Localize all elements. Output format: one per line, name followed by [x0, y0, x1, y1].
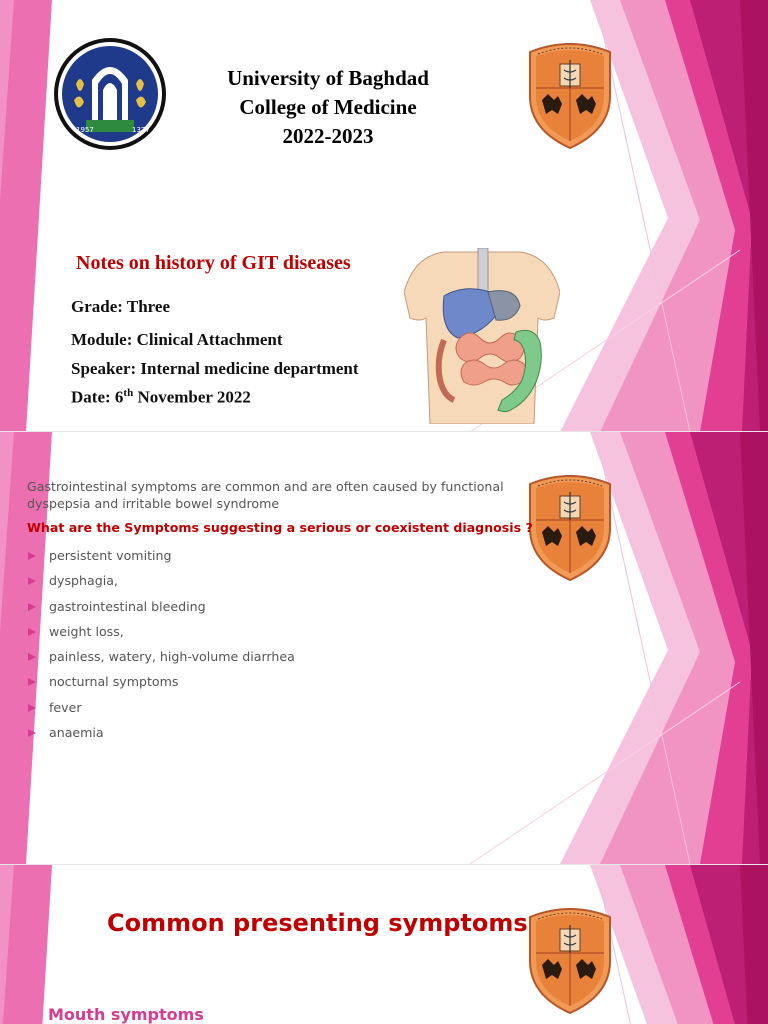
- college-of-medicine-crest: [524, 903, 616, 1015]
- triangle-bullet-icon: [28, 577, 36, 585]
- lecture-title: Notes on history of GIT diseases: [76, 252, 351, 274]
- date-month-year: November 2022: [133, 387, 251, 407]
- academic-year: 2022-2023: [282, 124, 374, 148]
- triangle-bullet-icon: [28, 653, 36, 661]
- speaker-line: Speaker: Internal medicine department: [71, 359, 359, 378]
- college-of-medicine-crest: [524, 470, 616, 582]
- triangle-bullet-icon: [28, 678, 36, 686]
- college-of-medicine-crest: [524, 38, 616, 150]
- university-name: University of Baghdad: [227, 66, 429, 90]
- triangle-bullet-icon: [28, 704, 36, 712]
- module-line: Module: Clinical Attachment: [71, 330, 283, 349]
- grade-line: Grade: Three: [71, 297, 170, 316]
- pink-decoration: [0, 865, 768, 1024]
- university-of-baghdad-logo: [52, 36, 168, 152]
- title-slide: [0, 0, 768, 432]
- triangle-bullet-icon: [28, 552, 36, 560]
- slide-title: Common presenting symptoms: [107, 909, 528, 937]
- svg-text:1957: 1957: [76, 126, 94, 134]
- triangle-bullet-icon: [28, 729, 36, 737]
- date-line: [71, 387, 251, 408]
- triangle-bullet-icon: [28, 628, 36, 636]
- college-name: College of Medicine: [239, 95, 417, 119]
- symptoms-slide: Gastrointestinal symptoms are common and are often caused by functional dyspepsia and irritable bowel syndrome What are the Symptoms suggesting a serious or coexistent diagnosis ? persistent vomiting dysphagia, gastrointestinal bleeding weight loss, painless, watery, high-volume diarrhea nocturnal symptoms fever anaemia: [0, 432, 768, 865]
- svg-text:1377: 1377: [132, 126, 150, 134]
- serious-symptoms-question: What are the Symptoms suggesting a serious or coexistent diagnosis ?: [27, 520, 533, 535]
- date-day: Date: 6: [71, 387, 124, 407]
- common-symptoms-slide: [0, 865, 768, 1024]
- digestive-system-illustration: [404, 248, 560, 424]
- intro-paragraph: Gastrointestinal symptoms are common and are often caused by functional dyspepsia and irritable bowel syndrome: [27, 479, 504, 511]
- triangle-bullet-icon: [28, 603, 36, 611]
- section-heading: Mouth symptoms: [48, 1005, 204, 1024]
- date-suffix: th: [123, 387, 134, 399]
